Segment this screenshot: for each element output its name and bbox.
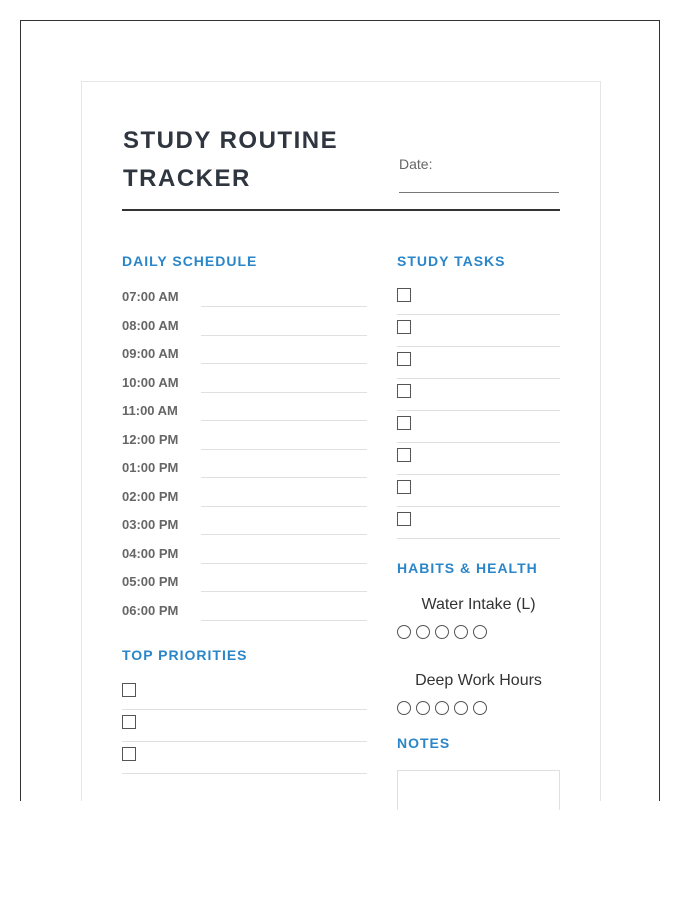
schedule-entry-line[interactable] bbox=[201, 534, 367, 535]
priority-row bbox=[122, 742, 367, 774]
schedule-row bbox=[122, 546, 367, 575]
habits-health-title: HABITS & HEALTH bbox=[397, 560, 538, 576]
schedule-row bbox=[122, 375, 367, 404]
task-checkbox[interactable] bbox=[397, 512, 411, 526]
task-checkbox[interactable] bbox=[397, 352, 411, 366]
priority-row bbox=[122, 710, 367, 742]
tasks-list bbox=[397, 283, 560, 539]
task-checkbox[interactable] bbox=[397, 480, 411, 494]
habit-circle[interactable] bbox=[473, 701, 487, 715]
task-row bbox=[397, 443, 560, 475]
date-label: Date: bbox=[399, 156, 433, 172]
priority-checkbox[interactable] bbox=[122, 747, 136, 761]
habit-circle[interactable] bbox=[473, 625, 487, 639]
schedule-row bbox=[122, 346, 367, 375]
priority-row bbox=[122, 678, 367, 710]
task-checkbox[interactable] bbox=[397, 448, 411, 462]
schedule-row bbox=[122, 517, 367, 546]
schedule-row bbox=[122, 318, 367, 347]
habit-circle[interactable] bbox=[416, 625, 430, 639]
habit-circle[interactable] bbox=[416, 701, 430, 715]
habit-label: Water Intake (L) bbox=[421, 596, 536, 613]
task-row bbox=[397, 475, 560, 507]
schedule-time: 12:00 PM bbox=[122, 431, 179, 447]
schedule-entry-line[interactable] bbox=[201, 477, 367, 478]
schedule-row bbox=[122, 603, 367, 632]
habit-circle[interactable] bbox=[435, 701, 449, 715]
schedule-time: 04:00 PM bbox=[122, 545, 179, 561]
page-title: STUDY ROUTINE TRACKER bbox=[123, 127, 339, 192]
schedule-row bbox=[122, 432, 367, 461]
task-checkbox[interactable] bbox=[397, 416, 411, 430]
habit-circle[interactable] bbox=[397, 701, 411, 715]
task-row bbox=[397, 283, 560, 315]
task-checkbox[interactable] bbox=[397, 320, 411, 334]
task-row bbox=[397, 315, 560, 347]
schedule-entry-line[interactable] bbox=[201, 449, 367, 450]
priorities-list bbox=[122, 678, 367, 774]
schedule-entry-line[interactable] bbox=[201, 420, 367, 421]
study-tasks-title: STUDY TASKS bbox=[397, 253, 506, 269]
habit-circle[interactable] bbox=[454, 625, 468, 639]
daily-schedule-title: DAILY SCHEDULE bbox=[122, 253, 258, 269]
habit-tracker-circles bbox=[397, 701, 560, 715]
schedule-entry-line[interactable] bbox=[201, 563, 367, 564]
schedule-time: 07:00 AM bbox=[122, 289, 179, 304]
date-input-line[interactable] bbox=[399, 192, 559, 193]
habit-circle[interactable] bbox=[454, 701, 468, 715]
schedule-time: 06:00 PM bbox=[122, 602, 179, 618]
priority-checkbox[interactable] bbox=[122, 715, 136, 729]
schedule-row bbox=[122, 460, 367, 489]
task-row bbox=[397, 507, 560, 539]
schedule-entry-line[interactable] bbox=[201, 506, 367, 507]
task-checkbox[interactable] bbox=[397, 384, 411, 398]
date-field[interactable] bbox=[399, 156, 559, 193]
schedule-entry-line[interactable] bbox=[201, 591, 367, 592]
schedule-time: 08:00 AM bbox=[122, 317, 179, 333]
schedule-entry-line[interactable] bbox=[201, 306, 367, 307]
schedule-time: 01:00 PM bbox=[122, 460, 179, 475]
schedule-time: 02:00 PM bbox=[122, 488, 179, 504]
schedule-entry-line[interactable] bbox=[201, 363, 367, 364]
schedule-time: 10:00 AM bbox=[122, 374, 179, 390]
task-checkbox[interactable] bbox=[397, 288, 411, 302]
schedule-list bbox=[122, 289, 367, 631]
schedule-row bbox=[122, 289, 367, 318]
task-row bbox=[397, 411, 560, 443]
habit-item bbox=[397, 596, 560, 639]
top-priorities-title: TOP PRIORITIES bbox=[122, 647, 248, 663]
schedule-row bbox=[122, 489, 367, 518]
habit-circle[interactable] bbox=[435, 625, 449, 639]
habits-list bbox=[397, 596, 560, 715]
schedule-entry-line[interactable] bbox=[201, 620, 367, 621]
header-divider bbox=[122, 209, 560, 211]
task-row bbox=[397, 379, 560, 411]
habit-tracker-circles bbox=[397, 625, 560, 639]
notes-title: NOTES bbox=[397, 735, 451, 751]
schedule-entry-line[interactable] bbox=[201, 392, 367, 393]
schedule-entry-line[interactable] bbox=[201, 335, 367, 336]
priority-checkbox[interactable] bbox=[122, 683, 136, 697]
schedule-time: 05:00 PM bbox=[122, 574, 179, 589]
schedule-time: 11:00 AM bbox=[122, 403, 178, 418]
task-row bbox=[397, 347, 560, 379]
notes-box[interactable] bbox=[397, 770, 560, 810]
schedule-row bbox=[122, 403, 367, 432]
schedule-time: 03:00 PM bbox=[122, 517, 179, 532]
habit-circle[interactable] bbox=[397, 625, 411, 639]
habit-label: Deep Work Hours bbox=[415, 672, 542, 689]
tracker-page bbox=[81, 81, 601, 801]
habit-item bbox=[397, 672, 560, 715]
schedule-time: 09:00 AM bbox=[122, 346, 179, 361]
schedule-row bbox=[122, 574, 367, 603]
